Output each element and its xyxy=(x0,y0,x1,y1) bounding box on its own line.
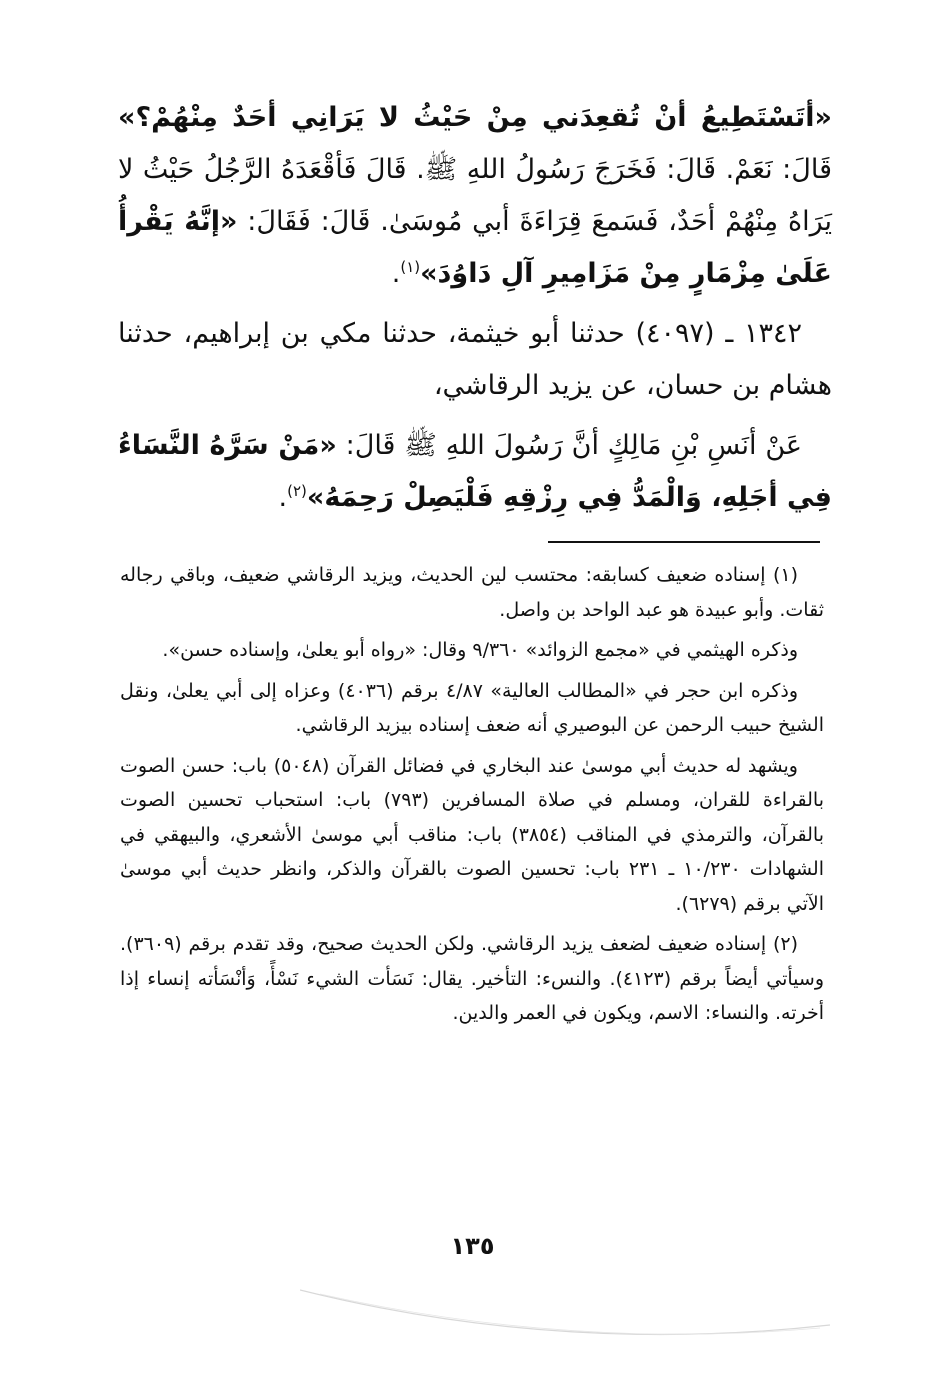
footnote-1-haythami: وذكره الهيثمي في «مجمع الزوائد» ٩/٣٦٠ وقال: «رواه أبو يعلىٰ، وإسناده حسن». xyxy=(162,639,798,661)
paragraph-hadith xyxy=(118,420,832,524)
paragraph-isnad: ١٣٤٢ ـ (٤٠٩٧) حدثنا أبو خيثمة، حدثنا مكي بن إبراهيم، حدثنا هشام بن حسان، عن يزيد الرقاشي، xyxy=(118,318,832,401)
sentence-end: . xyxy=(391,258,401,289)
prophet-quote: «أتَسْتَطِيعُ أنْ تُقعِدَني مِنْ حَيْثُ لا يَرَانِي أحَدٌ مِنْهُمْ؟» xyxy=(118,102,832,133)
narration-text: قَالَ: نَعَمْ. قَالَ: فَخَرَجَ رَسُولُ اللهِ ﷺ. قَالَ فَأقْعَدَهُ الرَّجُلُ حَيْثُ لا يَرَاهُ مِنْهُمْ أحَدٌ، فَسَمعَ قِرَاءَةَ أبي مُوسَىٰ. قَالَ: فَقَالَ: xyxy=(118,154,832,237)
sentence-end: . xyxy=(278,482,288,513)
footnote-ref-2: (٢) xyxy=(287,482,307,500)
prophet-quote: «إنَّهُ يَقْرأُ عَلَىٰ مِزْمَارٍ مِنْ مَزَامِيرِ آلِ دَاوُدَ» xyxy=(118,206,832,289)
footnote-2: (٢) إسناده ضعيف لضعف يزيد الرقاشي. ولكن الحديث صحيح، وقد تقدم برقم (٣٦٠٩). وسيأتي أيضاً برقم (٤١٢٣). والنسء: التأخير. يقال: نَسَأت الشيء نَسْأً، وَأنْسَأته إنساء إذا أخرته. والنساء: الاسم، ويكون في العمر والدين. xyxy=(120,933,825,1024)
footnote-1: (١) إسناده ضعيف كسابقه: محتسب لين الحديث، ويزيد الرقاشي ضعيف، وباقي رجاله ثقات. وأبو عبيدة هو عبد الواحد بن واصل. xyxy=(120,564,824,621)
prophet-quote: «مَنْ سَرَّهُ النَّسَاءُ فِي أجَلِهِ، وَالْمَدُّ فِي رِزْقِهِ فَلْيَصِلْ رَحِمَهُ» xyxy=(118,430,832,513)
footnote-ref-1: (١) xyxy=(400,258,421,276)
footnote-divider xyxy=(548,541,820,543)
main-text xyxy=(118,92,832,532)
paragraph-hadith-continuation xyxy=(118,92,832,300)
narration-text: عَنْ أنَسِ بْنِ مَالِكٍ أنَّ رَسُولَ اللهِ ﷺ قَالَ: xyxy=(336,430,803,461)
footnote-1-ibn-hajar: وذكره ابن حجر في «المطالب العالية» ٤/٨٧ برقم (٤٠٣٦) وعزاه إلى أبي يعلىٰ، ونقل الشيخ حبيب الرحمن عن البوصيري أنه ضعف إسناده بيزيد الرقاشي. xyxy=(120,679,824,736)
footnote-1-witness: ويشهد له حديث أبي موسىٰ عند البخاري في فضائل القرآن (٥٠٤٨) باب: حسن الصوت بالقراءة للقران، ومسلم في صلاة المسافرين (٧٩٣) باب: استحباب تحسين الصوت بالقرآن، والترمذي في المناقب (٣٨٥٤) باب: مناقب أبي موسىٰ الأشعري، والبيهقي في الشهادات ١٠/٢٣٠ ـ ٢٣١ باب: تحسين الصوت بالقرآن والذكر، وانظر حديث أبي موسىٰ الآتي برقم (٦٢٧٩). xyxy=(120,754,824,915)
page-curl-shadow xyxy=(300,1270,830,1340)
page-number: ١٣٥ xyxy=(450,1232,495,1260)
footnotes xyxy=(120,558,824,1037)
